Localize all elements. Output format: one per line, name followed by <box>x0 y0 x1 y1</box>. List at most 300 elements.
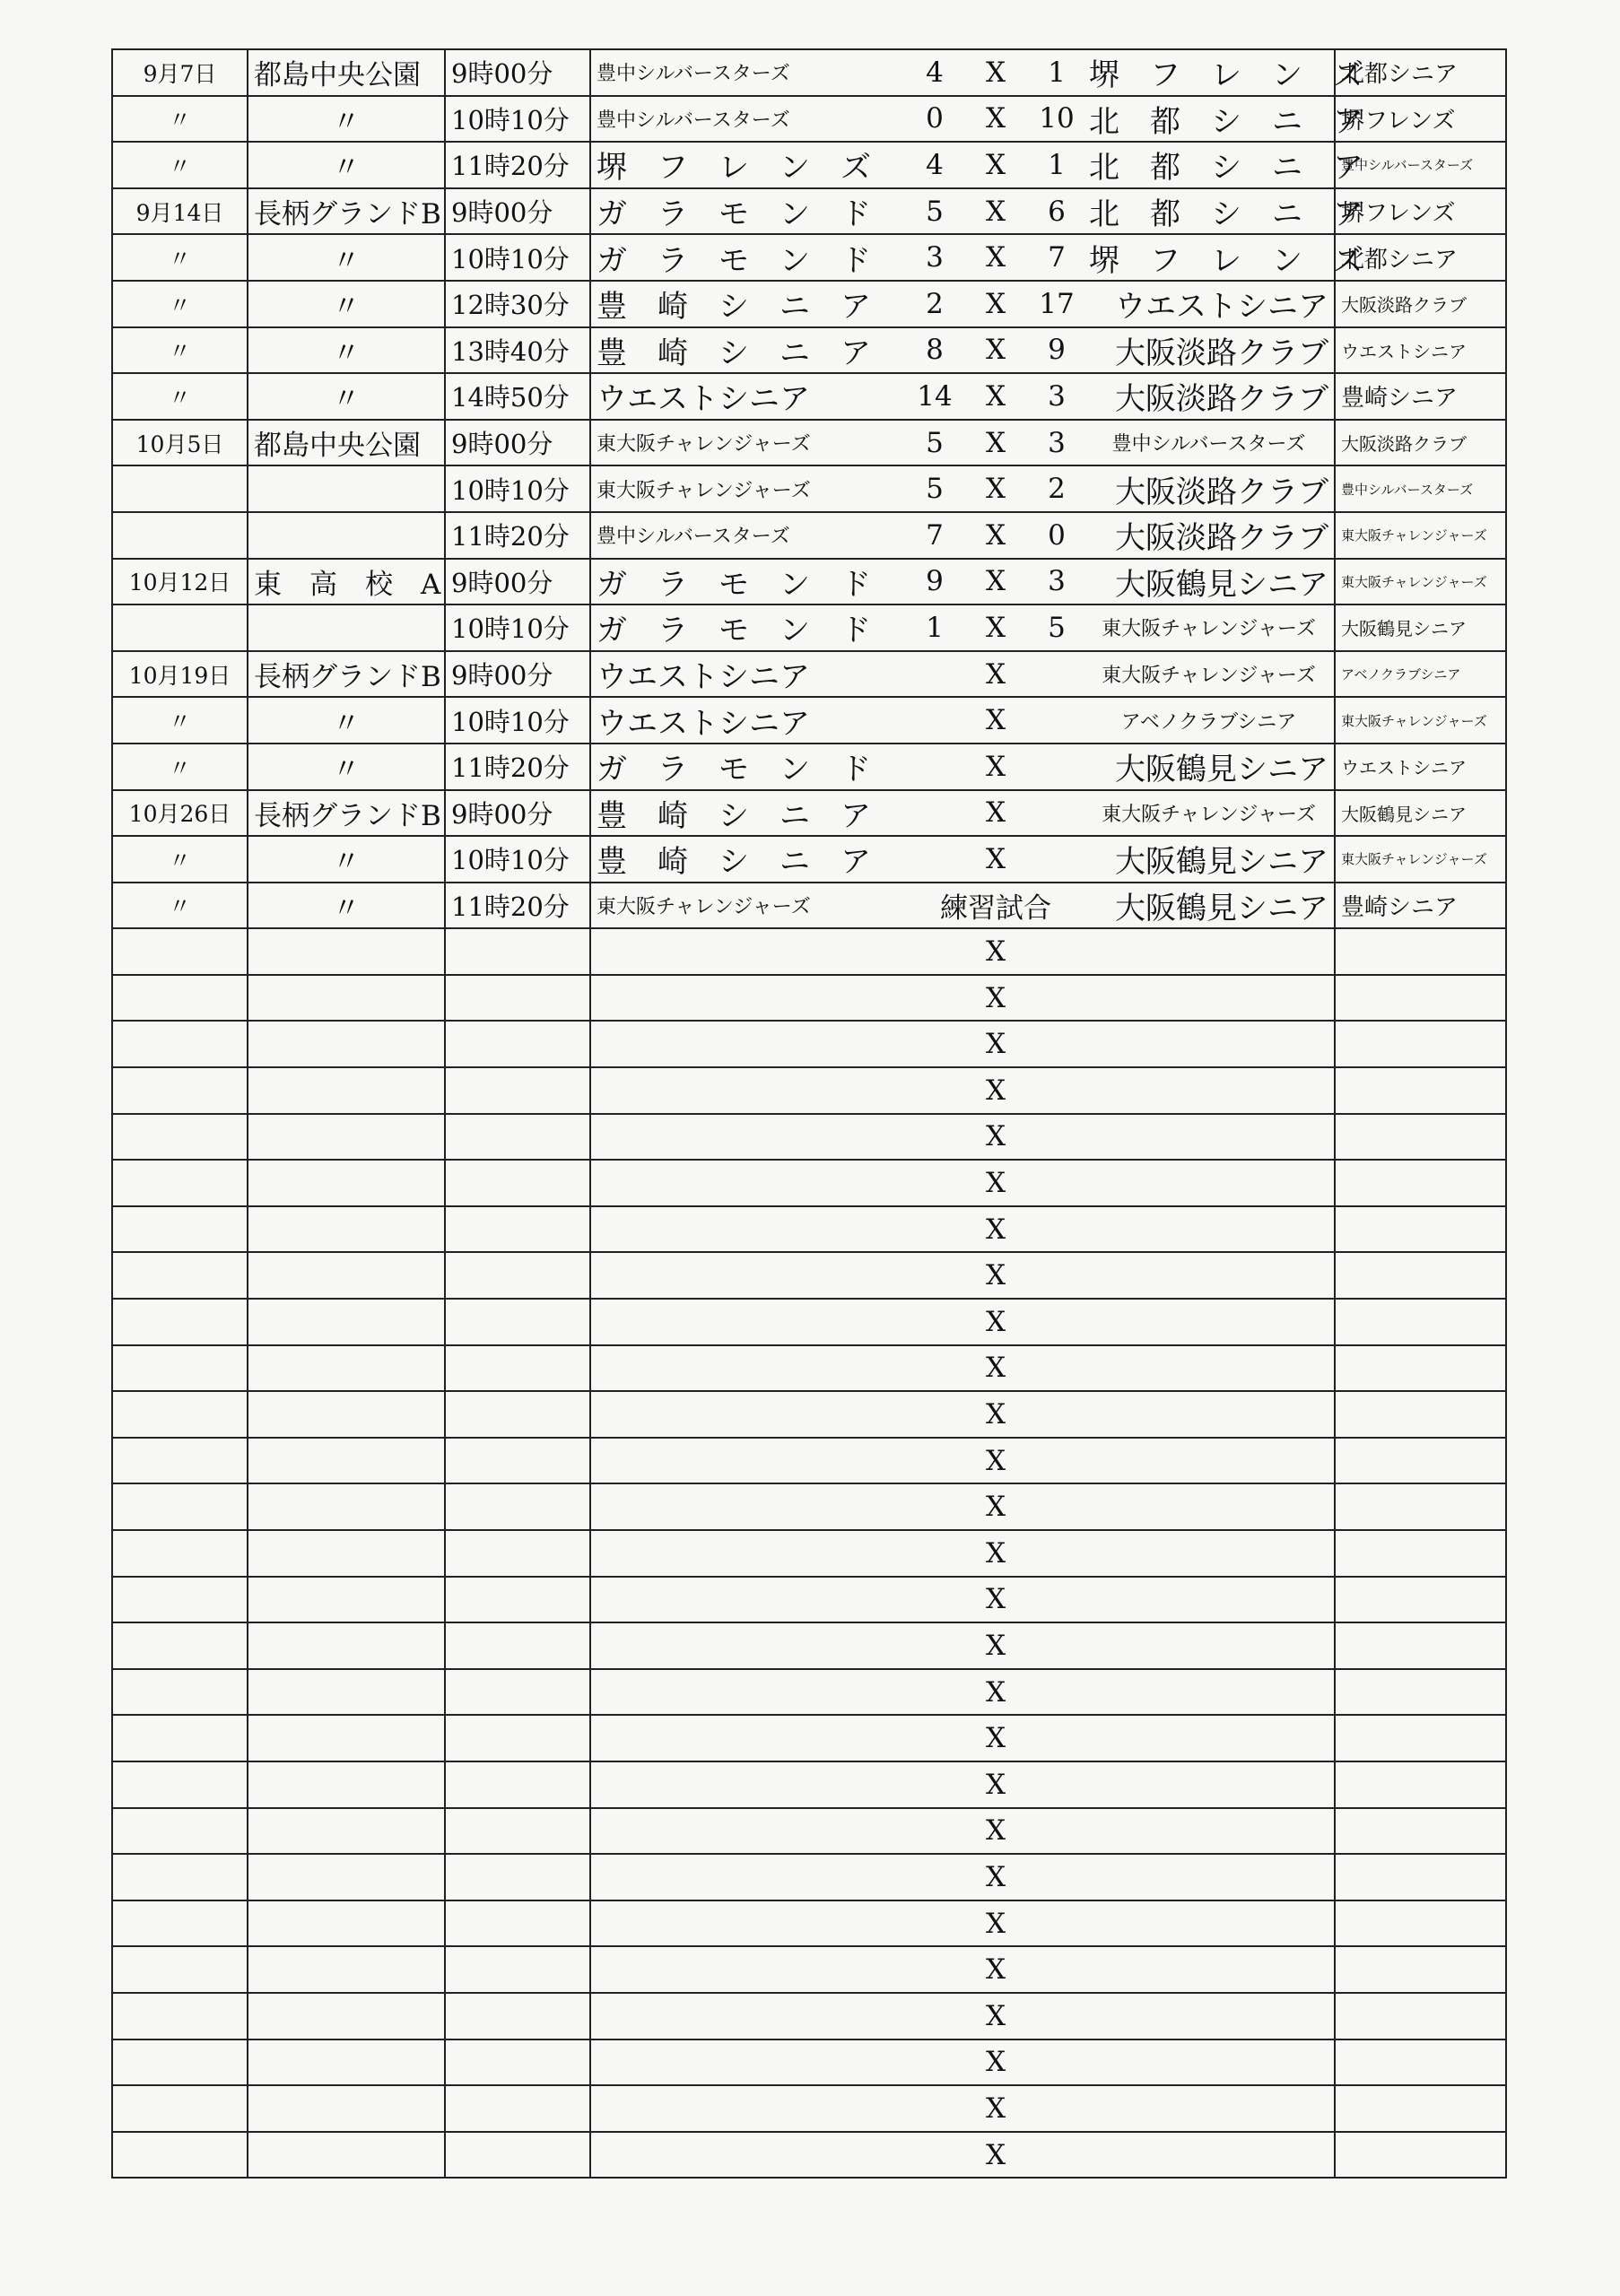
score-cell <box>908 928 1084 975</box>
empty-cell <box>590 1206 908 1253</box>
empty-cell <box>112 928 248 975</box>
empty-cell <box>112 1577 248 1623</box>
empty-cell <box>590 1252 908 1299</box>
vs-mark: X <box>985 1028 1006 1061</box>
umpire-cell: 堺フレンズ <box>1335 188 1506 235</box>
score-cell <box>908 373 1084 420</box>
empty-cell <box>1335 975 1506 1022</box>
empty-cell <box>112 1946 248 1993</box>
table-row-empty <box>112 1808 1506 1855</box>
time-cell: 11時20分 <box>445 142 590 188</box>
empty-cell <box>1335 1391 1506 1438</box>
empty-cell <box>112 1715 248 1761</box>
vs-mark: X <box>985 102 1006 135</box>
score-cell <box>908 604 1084 651</box>
umpire-cell: 大阪鶴見シニア <box>1335 604 1506 651</box>
home-team-cell: ウエストシニア <box>590 697 908 744</box>
score-box <box>908 2133 1084 2178</box>
date-cell: 〃 <box>112 883 248 929</box>
table-row <box>112 790 1506 837</box>
away-team-cell: 大阪淡路クラブ <box>1084 373 1335 420</box>
empty-cell <box>112 2132 248 2179</box>
umpire-cell: 豊中シルバースターズ <box>1335 465 1506 512</box>
away-team-cell: 東大阪チャレンジャーズ <box>1084 651 1335 698</box>
home-score: 4 <box>926 56 944 89</box>
vs-mark: X <box>985 148 1006 181</box>
table-row-empty <box>112 1252 1506 1299</box>
empty-cell <box>248 1577 445 1623</box>
away-score: 3 <box>1048 426 1066 459</box>
time-cell: 10時10分 <box>445 465 590 512</box>
empty-cell <box>112 1761 248 1808</box>
table-row <box>112 188 1506 235</box>
score-box <box>908 1578 1084 1622</box>
score-box <box>908 50 1084 95</box>
empty-cell <box>590 2085 908 2132</box>
score-cell <box>908 1993 1084 2039</box>
empty-cell <box>248 1761 445 1808</box>
away-team-cell: 大阪鶴見シニア <box>1084 559 1335 605</box>
empty-cell <box>248 1345 445 1392</box>
time-cell: 13時40分 <box>445 327 590 374</box>
umpire-cell: アベノクラブシニア <box>1335 651 1506 698</box>
empty-cell <box>248 1808 445 1855</box>
empty-cell <box>248 928 445 975</box>
empty-cell <box>445 1021 590 1067</box>
away-team-cell: 大阪淡路クラブ <box>1084 327 1335 374</box>
empty-cell <box>1335 1622 1506 1669</box>
date-cell: 9月7日 <box>112 49 248 96</box>
empty-cell <box>1084 1900 1335 1947</box>
home-team-cell: 豊中シルバースターズ <box>590 49 908 96</box>
home-score: 14 <box>917 379 953 413</box>
vs-mark: X <box>985 981 1006 1014</box>
away-team-cell: 北 都 シ ニ ア <box>1084 142 1335 188</box>
time-cell: 9時00分 <box>445 790 590 837</box>
score-box <box>908 837 1084 882</box>
empty-cell <box>112 1854 248 1900</box>
vs-mark: X <box>985 2092 1006 2125</box>
score-box <box>908 929 1084 974</box>
table-row-empty <box>112 1669 1506 1716</box>
empty-cell <box>1335 1021 1506 1067</box>
umpire-cell: 堺フレンズ <box>1335 96 1506 143</box>
table-row-empty <box>112 1483 1506 1530</box>
away-score: 0 <box>1048 518 1066 552</box>
empty-cell <box>1084 1669 1335 1716</box>
score-cell <box>908 512 1084 559</box>
score-cell <box>908 465 1084 512</box>
empty-cell <box>445 1438 590 1484</box>
score-box <box>908 791 1084 836</box>
umpire-cell: 豊中シルバースターズ <box>1335 142 1506 188</box>
empty-cell <box>590 1160 908 1206</box>
vs-mark: X <box>985 426 1006 459</box>
score-box <box>908 1901 1084 1946</box>
empty-cell <box>445 2132 590 2179</box>
vs-mark: X <box>985 657 1006 691</box>
empty-cell <box>112 1021 248 1067</box>
empty-cell <box>1084 1391 1335 1438</box>
empty-cell <box>248 1530 445 1577</box>
score-cell <box>908 420 1084 466</box>
vs-mark: X <box>985 1398 1006 1431</box>
empty-cell <box>1335 1114 1506 1161</box>
empty-cell <box>1335 1530 1506 1577</box>
away-score: 17 <box>1039 287 1075 320</box>
empty-cell <box>445 1114 590 1161</box>
score-box <box>908 1809 1084 1854</box>
empty-cell <box>445 975 590 1022</box>
empty-cell <box>445 928 590 975</box>
empty-cell <box>112 1114 248 1161</box>
score-box <box>908 883 1084 928</box>
vs-mark: X <box>985 1953 1006 1987</box>
schedule-table <box>111 48 1507 2179</box>
score-box <box>908 2086 1084 2131</box>
empty-cell <box>248 1160 445 1206</box>
empty-cell <box>1335 1067 1506 1114</box>
venue-cell: 〃 <box>248 281 445 327</box>
umpire-cell: 北都シニア <box>1335 234 1506 281</box>
table-row <box>112 883 1506 929</box>
empty-cell <box>248 1622 445 1669</box>
score-cell <box>908 883 1084 929</box>
vs-mark: X <box>985 1999 1006 2032</box>
home-team-cell: 東大阪チャレンジャーズ <box>590 883 908 929</box>
empty-cell <box>445 1391 590 1438</box>
empty-cell <box>112 2085 248 2132</box>
umpire-cell: 東大阪チャレンジャーズ <box>1335 512 1506 559</box>
vs-mark: X <box>985 1491 1006 1524</box>
empty-cell <box>1084 928 1335 975</box>
empty-cell <box>1335 1345 1506 1392</box>
empty-cell <box>590 1530 908 1577</box>
score-box <box>908 1207 1084 1252</box>
score-cell <box>908 96 1084 143</box>
score-cell <box>908 1946 1084 1993</box>
score-box <box>908 1762 1084 1807</box>
home-team-cell: 豊中シルバースターズ <box>590 96 908 143</box>
away-score: 1 <box>1048 148 1066 181</box>
vs-mark: X <box>985 1907 1006 1940</box>
table-row-empty <box>112 2085 1506 2132</box>
vs-mark: X <box>985 1860 1006 1893</box>
vs-mark: X <box>985 473 1006 506</box>
empty-cell <box>248 1114 445 1161</box>
vs-mark: X <box>985 704 1006 737</box>
home-team-cell: 堺 フ レ ン ズ <box>590 142 908 188</box>
umpire-cell: 東大阪チャレンジャーズ <box>1335 559 1506 605</box>
venue-cell: 〃 <box>248 697 445 744</box>
score-box <box>908 143 1084 187</box>
time-cell: 9時00分 <box>445 651 590 698</box>
score-box <box>908 235 1084 280</box>
empty-cell <box>590 2132 908 2179</box>
empty-cell <box>248 1483 445 1530</box>
date-cell <box>112 604 248 651</box>
empty-cell <box>248 1391 445 1438</box>
score-cell <box>908 1391 1084 1438</box>
score-box <box>908 560 1084 604</box>
score-cell <box>908 1438 1084 1484</box>
date-cell: 〃 <box>112 281 248 327</box>
date-cell: 10月5日 <box>112 420 248 466</box>
empty-cell <box>590 1299 908 1345</box>
vs-mark: X <box>985 1722 1006 1755</box>
home-team-cell: 豊 崎 シ ニ ア <box>590 327 908 374</box>
vs-mark: X <box>985 195 1006 228</box>
empty-cell <box>1335 1669 1506 1716</box>
empty-cell <box>112 975 248 1022</box>
vs-mark: X <box>985 611 1006 644</box>
empty-cell <box>445 1808 590 1855</box>
empty-cell <box>1084 1530 1335 1577</box>
vs-mark: X <box>985 1629 1006 1662</box>
venue-cell: 長柄グランドB <box>248 651 445 698</box>
empty-cell <box>1335 1854 1506 1900</box>
empty-cell <box>112 1391 248 1438</box>
table-row <box>112 604 1506 651</box>
empty-cell <box>1084 2085 1335 2132</box>
table-row-empty <box>112 1993 1506 2039</box>
table-row <box>112 651 1506 698</box>
score-cell <box>908 1252 1084 1299</box>
vs-mark: X <box>985 56 1006 89</box>
empty-cell <box>248 1946 445 1993</box>
empty-cell <box>1335 1299 1506 1345</box>
score-cell <box>908 1114 1084 1161</box>
umpire-cell: 大阪淡路クラブ <box>1335 281 1506 327</box>
empty-cell <box>1084 1854 1335 1900</box>
score-box <box>908 421 1084 465</box>
vs-mark: X <box>985 1120 1006 1153</box>
score-cell <box>908 2132 1084 2179</box>
home-score: 0 <box>926 102 944 135</box>
empty-cell <box>445 1206 590 1253</box>
home-team-cell: ウエストシニア <box>590 373 908 420</box>
vs-mark: X <box>985 1444 1006 1477</box>
home-score: 3 <box>926 241 944 274</box>
empty-cell <box>445 1993 590 2039</box>
empty-cell <box>248 1252 445 1299</box>
venue-cell: 長柄グランドB <box>248 188 445 235</box>
table-row <box>112 327 1506 374</box>
empty-cell <box>248 1993 445 2039</box>
vs-mark: X <box>985 796 1006 830</box>
vs-mark: X <box>985 2138 1006 2171</box>
venue-cell: 〃 <box>248 327 445 374</box>
away-score: 3 <box>1048 379 1066 413</box>
empty-cell <box>1084 1483 1335 1530</box>
umpire-cell: 東大阪チャレンジャーズ <box>1335 836 1506 883</box>
vs-mark: X <box>985 1259 1006 1292</box>
empty-cell <box>445 1160 590 1206</box>
table-row-empty <box>112 1345 1506 1392</box>
away-score: 10 <box>1039 102 1075 135</box>
vs-mark: X <box>985 1305 1006 1338</box>
empty-cell <box>248 975 445 1022</box>
table-row-empty <box>112 928 1506 975</box>
score-box <box>908 1484 1084 1529</box>
umpire-cell: 大阪淡路クラブ <box>1335 420 1506 466</box>
away-team-cell: 堺 フ レ ン ズ <box>1084 49 1335 96</box>
empty-cell <box>112 1160 248 1206</box>
time-cell: 10時10分 <box>445 836 590 883</box>
empty-cell <box>1084 975 1335 1022</box>
empty-cell <box>1335 2039 1506 2086</box>
date-cell: 〃 <box>112 697 248 744</box>
empty-cell <box>590 1993 908 2039</box>
table-row-empty <box>112 1021 1506 1067</box>
empty-cell <box>112 1206 248 1253</box>
away-team-cell: 大阪鶴見シニア <box>1084 883 1335 929</box>
empty-cell <box>248 1021 445 1067</box>
venue-cell: 〃 <box>248 234 445 281</box>
empty-cell <box>445 1252 590 1299</box>
table-row-empty <box>112 2132 1506 2179</box>
empty-cell <box>248 2132 445 2179</box>
table-row <box>112 465 1506 512</box>
empty-cell <box>1084 1715 1335 1761</box>
score-box <box>908 1068 1084 1113</box>
venue-cell: 〃 <box>248 96 445 143</box>
empty-cell <box>1084 1345 1335 1392</box>
empty-cell <box>445 1946 590 1993</box>
empty-cell <box>590 1854 908 1900</box>
time-cell: 10時10分 <box>445 697 590 744</box>
empty-cell <box>590 1808 908 1855</box>
date-cell: 〃 <box>112 373 248 420</box>
empty-cell <box>1084 1946 1335 1993</box>
empty-cell <box>112 1438 248 1484</box>
home-team-cell: 東大阪チャレンジャーズ <box>590 465 908 512</box>
away-score: 1 <box>1048 56 1066 89</box>
vs-mark: X <box>985 2046 1006 2079</box>
vs-mark: X <box>985 1536 1006 1570</box>
score-cell <box>908 1622 1084 1669</box>
empty-cell <box>445 1622 590 1669</box>
away-team-cell: ウエストシニア <box>1084 281 1335 327</box>
vs-mark: X <box>985 1213 1006 1246</box>
umpire-cell: 豊崎シニア <box>1335 883 1506 929</box>
score-cell <box>908 49 1084 96</box>
score-box <box>908 2040 1084 2085</box>
venue-cell <box>248 604 445 651</box>
date-cell: 〃 <box>112 234 248 281</box>
empty-cell <box>1335 1252 1506 1299</box>
empty-cell <box>590 1622 908 1669</box>
time-cell: 9時00分 <box>445 188 590 235</box>
empty-cell <box>1335 1206 1506 1253</box>
umpire-cell: 東大阪チャレンジャーズ <box>1335 697 1506 744</box>
date-cell: 〃 <box>112 96 248 143</box>
table-row-empty <box>112 1946 1506 1993</box>
empty-cell <box>1335 928 1506 975</box>
away-score: 9 <box>1048 334 1066 367</box>
empty-cell <box>445 1345 590 1392</box>
date-cell <box>112 512 248 559</box>
score-box <box>908 1439 1084 1483</box>
umpire-cell: 大阪鶴見シニア <box>1335 790 1506 837</box>
empty-cell <box>112 1483 248 1530</box>
score-cell <box>908 1854 1084 1900</box>
table-row-empty <box>112 1206 1506 1253</box>
home-team-cell: 豊 崎 シ ニ ア <box>590 790 908 837</box>
away-score: 7 <box>1048 241 1066 274</box>
table-row <box>112 512 1506 559</box>
vs-mark: X <box>985 334 1006 367</box>
home-team-cell: 豊 崎 シ ニ ア <box>590 836 908 883</box>
empty-cell <box>248 1206 445 1253</box>
score-box <box>908 605 1084 650</box>
empty-cell <box>112 1067 248 1114</box>
score-box <box>908 1253 1084 1298</box>
empty-cell <box>590 2039 908 2086</box>
table-row-empty <box>112 1854 1506 1900</box>
away-team-cell: 北 都 シ ニ ア <box>1084 188 1335 235</box>
score-cell <box>908 744 1084 790</box>
table-row <box>112 836 1506 883</box>
score-box <box>908 1346 1084 1391</box>
home-score: 9 <box>926 565 944 598</box>
table-row <box>112 744 1506 790</box>
empty-cell <box>1084 1160 1335 1206</box>
score-note: 練習試合 <box>940 891 1051 925</box>
away-team-cell: 堺 フ レ ン ズ <box>1084 234 1335 281</box>
empty-cell <box>112 1530 248 1577</box>
empty-cell <box>1084 1252 1335 1299</box>
empty-cell <box>1084 1206 1335 1253</box>
score-cell <box>908 234 1084 281</box>
home-score: 7 <box>926 518 944 552</box>
table-row-empty <box>112 1761 1506 1808</box>
empty-cell <box>112 1669 248 1716</box>
score-cell <box>908 1530 1084 1577</box>
empty-cell <box>248 1299 445 1345</box>
table-row-empty <box>112 1299 1506 1345</box>
score-cell <box>908 1715 1084 1761</box>
umpire-cell: ウエストシニア <box>1335 327 1506 374</box>
away-team-cell: 豊中シルバースターズ <box>1084 420 1335 466</box>
empty-cell <box>248 1854 445 1900</box>
home-score: 1 <box>926 611 944 644</box>
score-box <box>908 97 1084 142</box>
empty-cell <box>590 1021 908 1067</box>
score-cell <box>908 1206 1084 1253</box>
empty-cell <box>590 1345 908 1392</box>
time-cell: 14時50分 <box>445 373 590 420</box>
score-cell <box>908 651 1084 698</box>
table-row-empty <box>112 1577 1506 1623</box>
table-row <box>112 234 1506 281</box>
away-team-cell: アベノクラブシニア <box>1084 697 1335 744</box>
time-cell: 10時10分 <box>445 96 590 143</box>
table-row <box>112 96 1506 143</box>
score-box <box>908 189 1084 234</box>
umpire-cell: ウエストシニア <box>1335 744 1506 790</box>
empty-cell <box>445 1715 590 1761</box>
vs-mark: X <box>985 379 1006 413</box>
score-cell <box>908 1160 1084 1206</box>
home-team-cell: 豊中シルバースターズ <box>590 512 908 559</box>
time-cell: 11時20分 <box>445 512 590 559</box>
away-score: 3 <box>1048 565 1066 598</box>
table-row-empty <box>112 2039 1506 2086</box>
empty-cell <box>248 2039 445 2086</box>
table-row-empty <box>112 1438 1506 1484</box>
score-cell <box>908 1021 1084 1067</box>
